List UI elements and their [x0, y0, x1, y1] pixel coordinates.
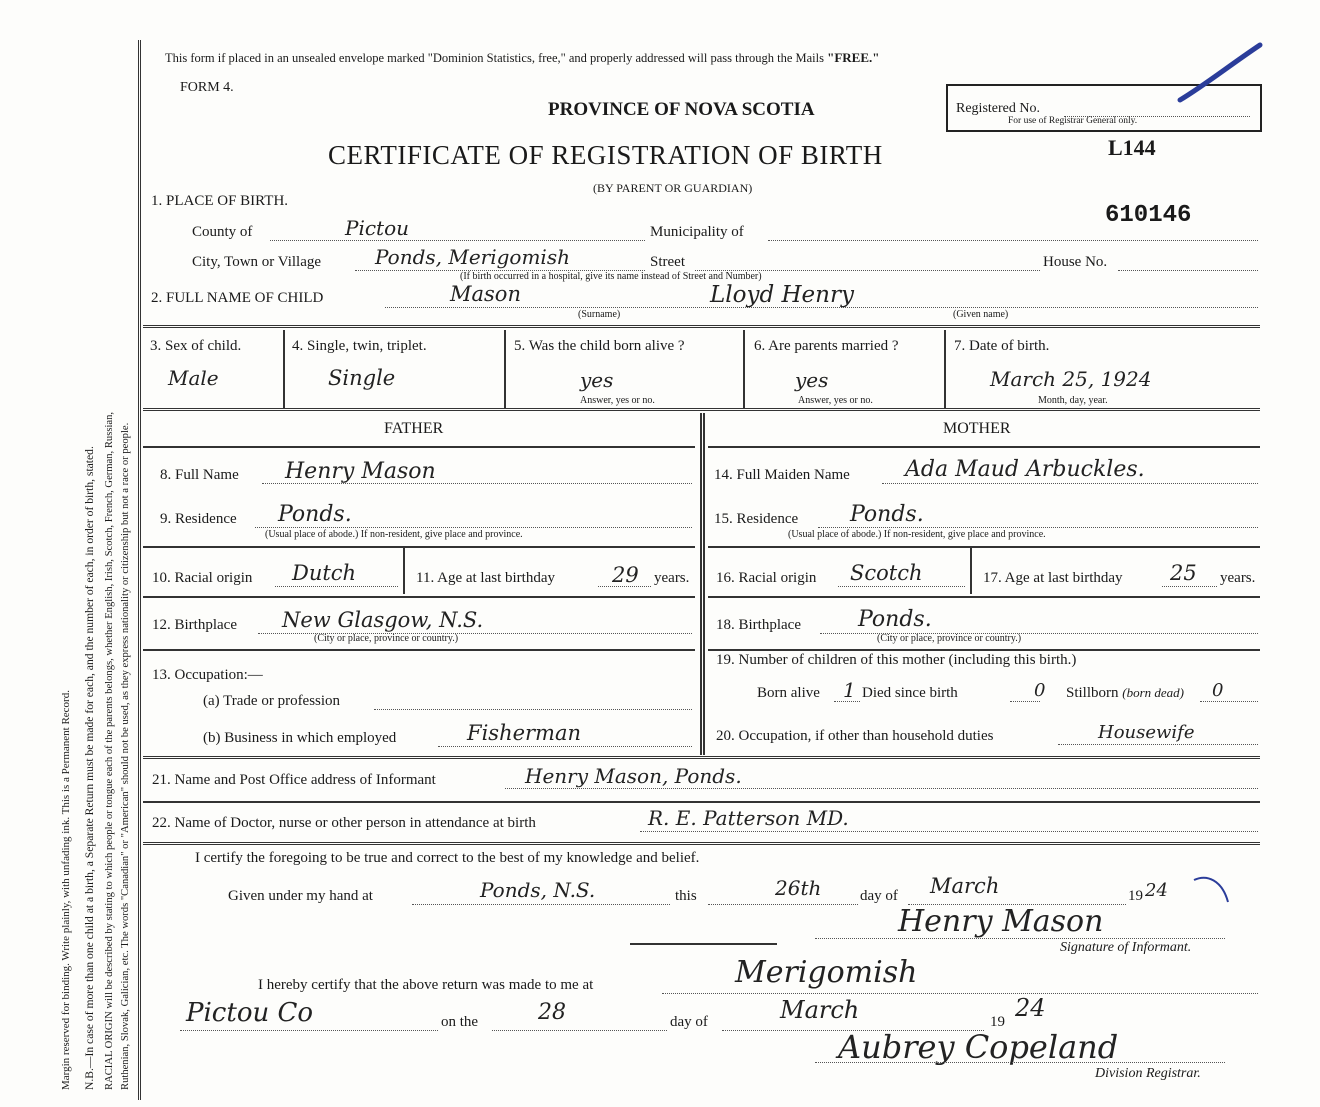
day-line	[708, 904, 858, 905]
on-the-label: on the	[441, 1014, 479, 1030]
mother-birthplace-caption: (City or place, province or country.)	[877, 633, 1022, 644]
died-value: 0	[1034, 680, 1046, 701]
date-value: March 25, 1924	[990, 367, 1152, 391]
father-rule-1	[143, 546, 695, 548]
given-place-line	[412, 904, 670, 905]
mother-rule-2	[708, 596, 1260, 598]
mother-rule-3	[708, 649, 1260, 651]
mother-age-value: 25	[1170, 561, 1197, 585]
page-title: CERTIFICATE OF REGISTRATION OF BIRTH	[328, 140, 883, 170]
informant-label: 21. Name and Post Office address of Informant	[152, 772, 436, 788]
mother-rule-1	[708, 546, 1260, 548]
mother-age-label: 17. Age at last birthday	[983, 570, 1123, 586]
father-residence-value: Ponds.	[278, 502, 352, 527]
plurality-value: Single	[328, 366, 396, 390]
father-business-label: (b) Business in which employed	[203, 730, 397, 746]
born-alive-label: Born alive	[757, 685, 820, 701]
doctor-label: 22. Name of Doctor, nurse or other person in attendance at birth	[152, 815, 536, 831]
alive-label: 5. Was the child born alive ?	[514, 338, 685, 354]
father-residence-label: 9. Residence	[160, 511, 237, 527]
place-heading: 1. PLACE OF BIRTH.	[151, 193, 289, 209]
alive-caption: Answer, yes or no.	[580, 395, 655, 406]
col-divider	[504, 330, 506, 408]
died-label: Died since birth	[862, 685, 958, 701]
margin-line-2: N.B.—In case of more than one child at a birth, a Separate Return must be made for each, and the number of each, in order of birth, stated.	[83, 446, 96, 1090]
city-value: Ponds, Merigomish	[375, 245, 570, 269]
month-value: March	[930, 874, 1000, 898]
married-label: 6. Are parents married ?	[754, 338, 899, 354]
center-divider	[700, 413, 705, 755]
informant-line	[505, 788, 1258, 789]
county-label: County of	[192, 224, 253, 240]
mail-free: "FREE."	[827, 50, 880, 65]
mother-occupation-label: 20. Occupation, if other than household duties	[716, 728, 994, 744]
mother-occupation-line	[1058, 744, 1258, 745]
mother-age-line	[1162, 586, 1217, 587]
mother-race-value: Scotch	[850, 561, 923, 585]
born-alive-value: 1	[843, 678, 856, 702]
reg-year-prefix: 19	[990, 1014, 1005, 1030]
date-label: 7. Date of birth.	[954, 338, 1050, 354]
mother-name-value: Ada Maud Arbuckles.	[905, 457, 1145, 482]
alive-value: yes	[580, 368, 614, 392]
father-business-value: Fisherman	[467, 721, 582, 745]
father-residence-caption: (Usual place of abode.) If non-resident, give place and province.	[265, 529, 523, 540]
father-name-label: 8. Full Name	[160, 467, 239, 483]
father-birthplace-label: 12. Birthplace	[152, 617, 237, 633]
informant-signature-caption: Signature of Informant.	[1060, 940, 1192, 955]
city-label: City, Town or Village	[192, 254, 322, 270]
father-race-line	[275, 586, 398, 587]
reg-year: 24	[1015, 994, 1046, 1022]
registrar-signature: Aubrey Copeland	[838, 1028, 1119, 1066]
father-heading-rule	[143, 446, 695, 448]
father-birthplace-caption: (City or place, province or country.)	[314, 633, 459, 644]
married-value: yes	[795, 368, 829, 392]
informant-signature: Henry Mason	[898, 904, 1104, 939]
died-line	[1010, 701, 1040, 702]
mother-race-line	[838, 586, 965, 587]
house-line	[1118, 270, 1258, 271]
province-heading: PROVINCE OF NOVA SCOTIA	[548, 99, 815, 120]
father-trade-label: (a) Trade or profession	[203, 693, 341, 709]
mail-notice	[165, 50, 879, 66]
col-divider	[743, 330, 745, 408]
father-birthplace-value: New Glasgow, N.S.	[282, 608, 484, 632]
binding-rule	[138, 40, 141, 1100]
father-name-value: Henry Mason	[285, 459, 436, 484]
page-subtitle: (BY PARENT OR GUARDIAN)	[593, 181, 753, 195]
divider-4	[143, 801, 1260, 803]
stillborn-label	[1066, 685, 1184, 702]
sex-label: 3. Sex of child.	[150, 338, 242, 354]
mother-residence-value: Ponds.	[850, 502, 924, 527]
year-value: 24	[1145, 880, 1168, 901]
county-value: Pictou	[345, 216, 410, 240]
father-years-label: years.	[654, 570, 690, 586]
reg-day: 28	[538, 1000, 566, 1025]
day-value: 26th	[775, 876, 822, 900]
certificate-number: 610146	[1105, 202, 1192, 229]
father-residence-line	[255, 527, 692, 528]
reg-day-of-label: day of	[670, 1014, 708, 1030]
mother-residence-label: 15. Residence	[714, 511, 799, 527]
registrar-signature-line	[815, 1062, 1225, 1063]
surname-caption: (Surname)	[578, 309, 621, 320]
hospital-note: (If birth occurred in a hospital, give its name instead of Street and Number)	[460, 271, 762, 282]
year-prefix: 19	[1128, 888, 1143, 904]
mail-notice-text: This form if placed in an unsealed envelope marked "Dominion Statistics, free," and properly addressed will pass through the Mails	[165, 51, 824, 65]
margin-line-4: Ruthenian, Slovak, Galician, etc. The words "Canadian" or "American" should not be used, as they express nationality or citizenship but not a race or people.	[120, 422, 131, 1090]
municipality-line	[768, 240, 1258, 241]
child-given-name: Lloyd Henry	[710, 282, 854, 308]
col-divider	[283, 330, 285, 408]
father-trade-line	[374, 709, 692, 710]
house-label: House No.	[1043, 254, 1108, 270]
father-race-label: 10. Racial origin	[152, 570, 253, 586]
mother-name-line	[882, 483, 1258, 484]
father-race-value: Dutch	[292, 561, 357, 585]
child-surname: Mason	[450, 282, 521, 306]
day-of-label: day of	[860, 888, 898, 904]
child-name-label: 2. FULL NAME OF CHILD	[151, 290, 324, 306]
father-occupation-label: 13. Occupation:—	[152, 667, 263, 683]
doctor-value: R. E. Patterson MD.	[648, 806, 849, 830]
mother-residence-line	[818, 527, 1258, 528]
mother-col-divider	[970, 548, 972, 594]
form-number: FORM 4.	[180, 80, 234, 95]
given-label: Given under my hand at	[228, 888, 373, 904]
signature-rule	[630, 943, 777, 945]
divider-2	[143, 408, 1260, 411]
father-age-label: 11. Age at last birthday	[416, 570, 555, 586]
plurality-label: 4. Single, twin, triplet.	[292, 338, 427, 354]
mother-name-label: 14. Full Maiden Name	[714, 467, 850, 483]
mother-children-label: 19. Number of children of this mother (including this birth.)	[716, 652, 1077, 668]
father-heading: FATHER	[384, 420, 444, 437]
registrar-signature-caption: Division Registrar.	[1095, 1066, 1201, 1081]
ink-stroke-icon	[1175, 40, 1265, 110]
street-label: Street	[650, 254, 685, 270]
registered-number: L144	[1108, 135, 1156, 160]
sex-value: Male	[168, 366, 219, 390]
stillborn-note: (born dead)	[1122, 685, 1185, 700]
reg-day-line	[492, 1030, 667, 1031]
stillborn-value: 0	[1212, 680, 1224, 701]
informant-value: Henry Mason, Ponds.	[525, 764, 742, 788]
stillborn-text: Stillborn	[1066, 685, 1119, 701]
mother-heading-rule	[708, 446, 1260, 448]
municipality-label: Municipality of	[650, 224, 744, 240]
registrar-county: Pictou Co	[186, 998, 314, 1028]
certify-statement: I certify the foregoing to be true and correct to the best of my knowledge and belief.	[195, 850, 700, 866]
father-rule-3	[143, 649, 695, 651]
mother-residence-caption: (Usual place of abode.) If non-resident, give place and province.	[788, 529, 1046, 540]
father-business-line	[438, 746, 692, 747]
mother-race-label: 16. Racial origin	[716, 570, 817, 586]
reg-month: March	[780, 996, 860, 1024]
registrar-county-line	[180, 1030, 438, 1031]
mother-occupation-value: Housewife	[1098, 722, 1195, 743]
divider-5	[143, 842, 1260, 845]
given-caption: (Given name)	[953, 309, 1009, 320]
registered-note: For use of Registrar General only.	[1008, 116, 1138, 126]
mother-years-label: years.	[1220, 570, 1256, 586]
divider-1	[143, 325, 1260, 328]
registrar-statement: I hereby certify that the above return was made to me at	[258, 977, 594, 993]
check-mark-icon	[1192, 872, 1232, 912]
margin-line-3: RACIAL ORIGIN will be described by stating to which people or tongue each of the parents belongs, whether English, Irish, Scotch, French, German, Russian,	[104, 411, 115, 1090]
county-line	[270, 240, 645, 241]
given-place-value: Ponds, N.S.	[480, 878, 596, 902]
stillborn-line	[1200, 701, 1258, 702]
mother-heading: MOTHER	[943, 420, 1011, 437]
col-divider	[944, 330, 946, 408]
mother-birthplace-label: 18. Birthplace	[716, 617, 801, 633]
mother-birthplace-value: Ponds.	[858, 607, 932, 632]
margin-line-1: Margin reserved for binding. Write plainly, with unfading ink. This is a Permanent Record.	[60, 690, 72, 1090]
divider-3	[143, 756, 1260, 759]
father-col-divider	[403, 548, 405, 594]
registrar-place: Merigomish	[735, 955, 918, 990]
this-label: this	[675, 888, 697, 904]
father-age-value: 29	[612, 563, 639, 587]
date-caption: Month, day, year.	[1038, 395, 1108, 406]
registered-label: Registered No.	[956, 101, 1040, 116]
registrar-place-line	[662, 993, 1258, 994]
married-caption: Answer, yes or no.	[798, 395, 873, 406]
doctor-line	[640, 831, 1258, 832]
father-rule-2	[143, 596, 695, 598]
